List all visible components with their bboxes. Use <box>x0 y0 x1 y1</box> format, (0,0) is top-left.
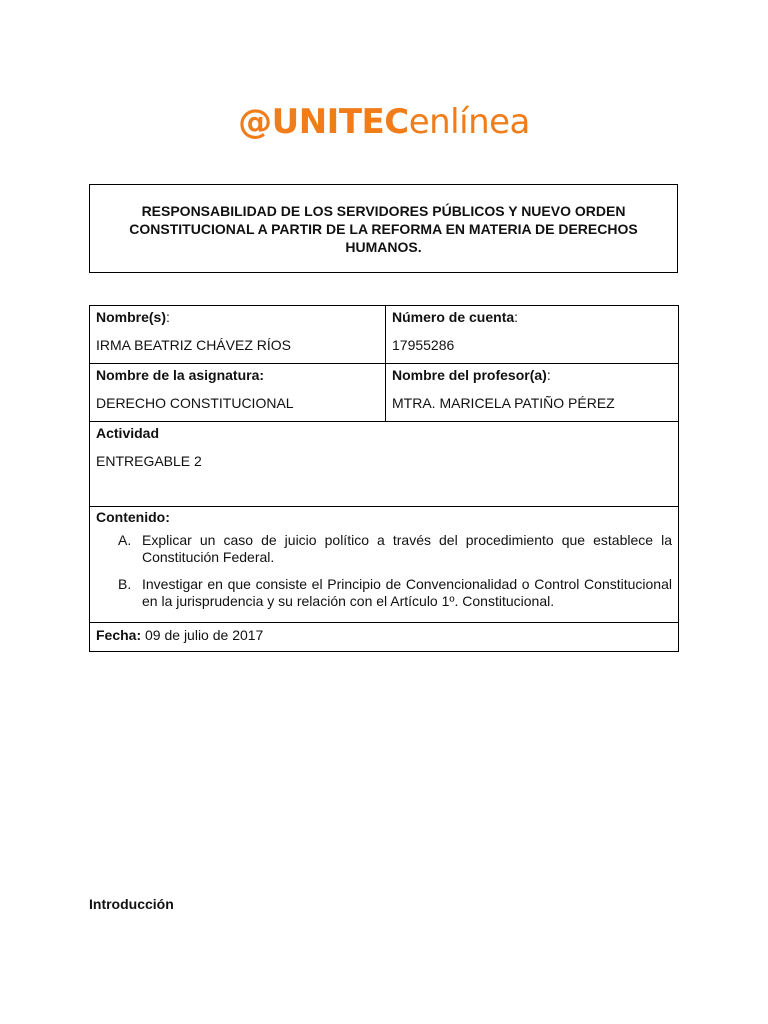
table-row <box>90 422 679 507</box>
table-row <box>90 364 679 422</box>
unitec-enlinea-logo <box>0 100 768 144</box>
table-row <box>90 623 679 652</box>
list-marker: A. <box>118 532 132 548</box>
list-item-text: Explicar un caso de juicio político a través del procedimiento que establece la Constitución Federal. <box>142 532 672 565</box>
contenido-list <box>96 532 672 610</box>
profesor-value: MTRA. MARICELA PATIÑO PÉREZ <box>392 395 615 411</box>
cuenta-cell: Número de cuenta: 17955286 <box>386 306 679 364</box>
info-table <box>89 305 679 652</box>
cuenta-label: Número de cuenta <box>392 309 515 325</box>
fecha-cell <box>90 623 679 652</box>
asignatura-cell <box>90 364 386 422</box>
document-title <box>89 184 678 273</box>
cuenta-value: 17955286 <box>392 337 455 353</box>
asignatura-value: DERECHO CONSTITUCIONAL <box>96 395 294 411</box>
nombre-value: IRMA BEATRIZ CHÁVEZ RÍOS <box>96 337 291 353</box>
table-row <box>90 507 679 623</box>
introduccion-heading: Introducción <box>89 896 174 912</box>
profesor-cell: Nombre del profesor(a): MTRA. MARICELA PATIÑO PÉREZ <box>386 364 679 422</box>
nombre-cell: Nombre(s): IRMA BEATRIZ CHÁVEZ RÍOS <box>90 306 386 364</box>
profesor-label: Nombre del profesor(a) <box>392 367 547 383</box>
list-marker: B. <box>118 576 132 592</box>
table-row <box>90 306 679 364</box>
asignatura-label: Nombre de la asignatura: <box>96 367 265 383</box>
fecha-value: 09 de julio de 2017 <box>145 627 264 643</box>
actividad-value: ENTREGABLE 2 <box>96 453 202 469</box>
list-item-text: Investigar en que consiste el Principio de Convencionalidad o Control Constitucional en la jurisprudencia y su relación con el Artículo 1º. Constitucional. <box>142 576 672 609</box>
nombre-label: Nombre(s) <box>96 309 167 325</box>
contenido-label: Contenido: <box>96 509 170 525</box>
actividad-label: Actividad <box>96 425 160 441</box>
logo-sub: enlínea <box>408 102 530 142</box>
document-title-text: RESPONSABILIDAD DE LOS SERVIDORES PÚBLICOS Y NUEVO ORDEN CONSTITUCIONAL A PARTIR DE LA REFORMA EN MATERIA DE DERECHOS HUMANOS. <box>129 202 638 255</box>
contenido-cell <box>90 507 679 623</box>
logo-at: @ <box>238 102 272 142</box>
logo-brand: UNITEC <box>271 102 409 142</box>
fecha-label: Fecha: <box>96 627 142 643</box>
actividad-cell <box>90 422 679 507</box>
list-item <box>118 576 672 610</box>
list-item <box>118 532 672 566</box>
